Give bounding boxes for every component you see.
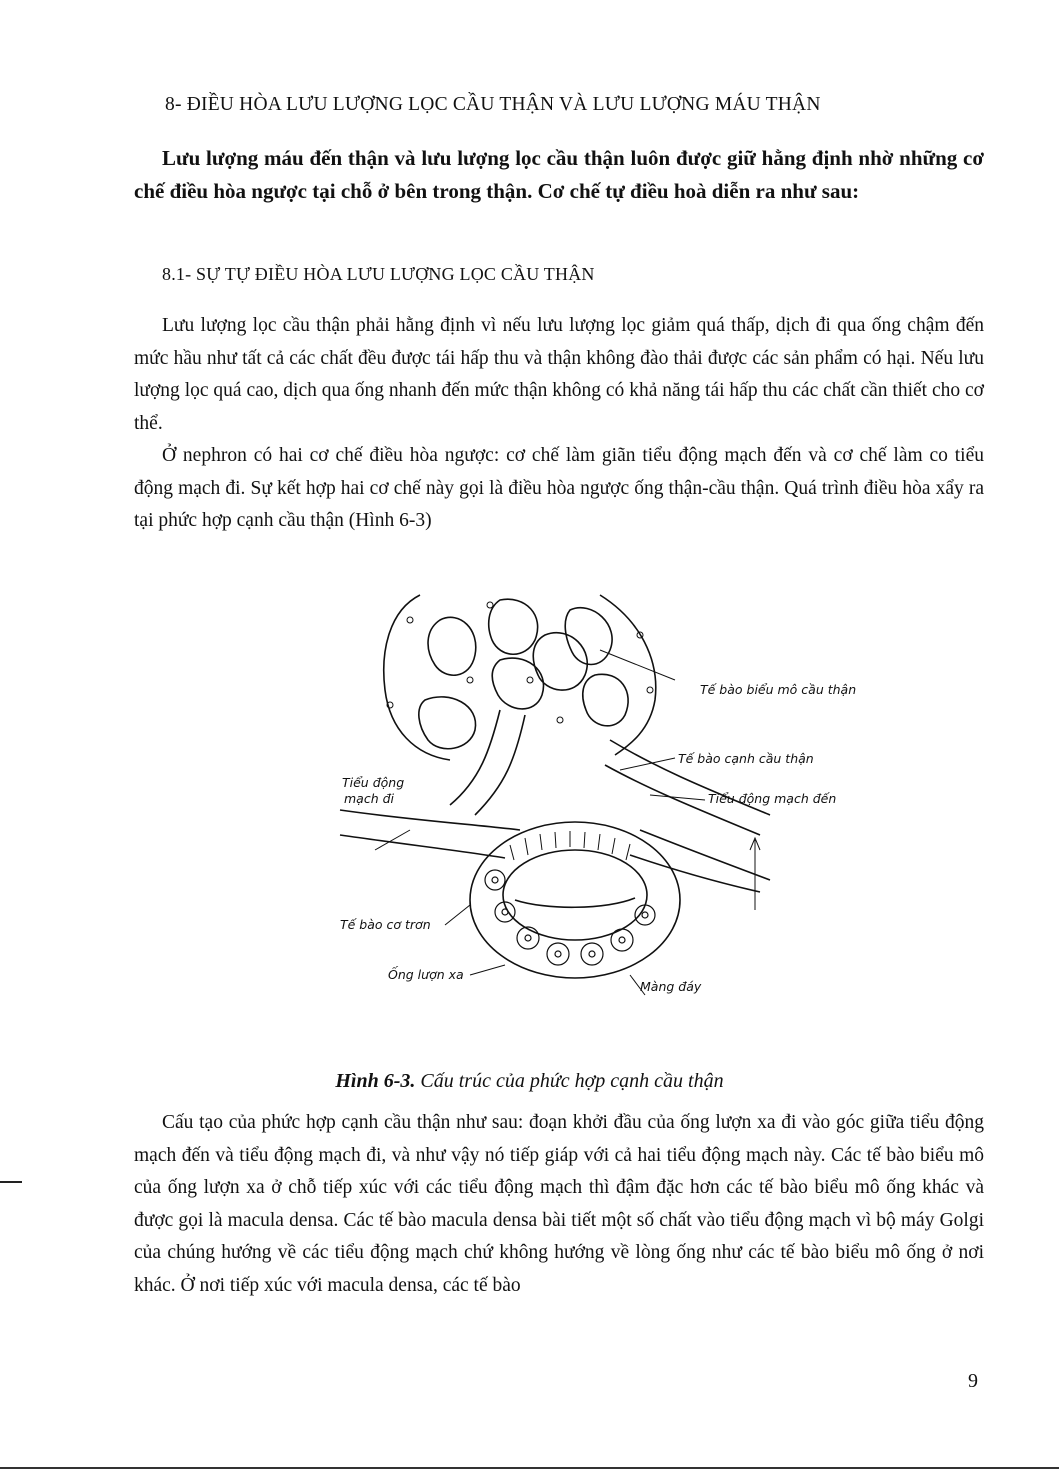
label-juxtaglomerular-cells: Tế bào cạnh cầu thận: [678, 751, 814, 766]
bottom-rule: [0, 1467, 1059, 1469]
label-afferent-arteriole: Tiểu động mạch đến: [708, 791, 837, 806]
page-number: 9: [968, 1370, 978, 1392]
label-efferent-arteriole-line2: mạch đi: [344, 791, 395, 806]
lead-paragraph: Lưu lượng máu đến thận và lưu lượng lọc cầu thận luôn được giữ hằng định nhờ những cơ chế điều hòa ngược tại chỗ ở bên trong thận. Cơ chế tự điều hoà diễn ra như sau:: [134, 146, 984, 203]
margin-mark: [0, 1181, 22, 1183]
section-heading: 8- ĐIỀU HÒA LƯU LƯỢNG LỌC CẦU THẬN VÀ LƯU LƯỢNG MÁU THẬN: [165, 94, 821, 115]
paragraph-2: Ở nephron có hai cơ chế điều hòa ngược: cơ chế làm giãn tiểu động mạch đến và cơ chế làm co tiểu động mạch đi. Sự kết hợp hai cơ chế này gọi là điều hòa ngược ống thận-cầu thận. Quá trình điều hòa xẩy ra tại phức hợp cạnh cầu thận (Hình 6-3): [134, 445, 984, 531]
label-smooth-muscle-cells: Tế bào cơ trơn: [340, 917, 431, 932]
label-glomerular-epithelium: Tế bào biểu mô cầu thận: [700, 682, 857, 697]
label-basement-membrane: Màng đáy: [640, 979, 702, 994]
figure-caption: [0, 1070, 1059, 1093]
caption-text: Cấu trúc của phức hợp cạnh cầu thận: [415, 1070, 724, 1092]
paragraph-1: Lưu lượng lọc cầu thận phải hằng định vì nếu lưu lượng lọc giảm quá thấp, dịch đi qua ống chậm đến mức hầu như tất cả các chất đều được tái hấp thu và thận không đào thải được các sản phẩm có hại. Nếu lưu lượng lọc quá cao, dịch qua ống nhanh đến mức thận không có khả năng tái hấp thu các chất cần thiết cho cơ thể.: [134, 315, 984, 434]
paragraph-3: Cấu tạo của phức hợp cạnh cầu thận như sau: đoạn khởi đầu của ống lượn xa đi vào góc giữa tiểu động mạch đến và tiểu động mạch đi, và như vậy nó tiếp giáp với cả hai tiểu động mạch này. Các tế bào biểu mô của ống lượn xa ở chỗ tiếp xúc với các tiểu động mạch thì đậm đặc hơn các tế bào biểu mô ống khác và được gọi là macula densa. Các tế bào macula densa bài tiết một số chất vào tiểu động mạch vì bộ máy Golgi của chúng hướng về các tiểu động mạch chứ không hướng về lòng ống như các tế bào biểu mô ống ở nơi khác. Ở nơi tiếp xúc với macula densa, các tế bào: [134, 1112, 984, 1296]
caption-number: Hình 6-3.: [335, 1070, 416, 1092]
label-distal-tubule: Ống lượn xa: [388, 967, 464, 982]
juxtaglomerular-figure: [330, 580, 870, 1020]
subsection-heading: 8.1- SỰ TỰ ĐIỀU HÒA LƯU LƯỢNG LỌC CẦU THẬN: [162, 264, 595, 284]
label-efferent-arteriole-line1: Tiểu động: [342, 775, 405, 790]
